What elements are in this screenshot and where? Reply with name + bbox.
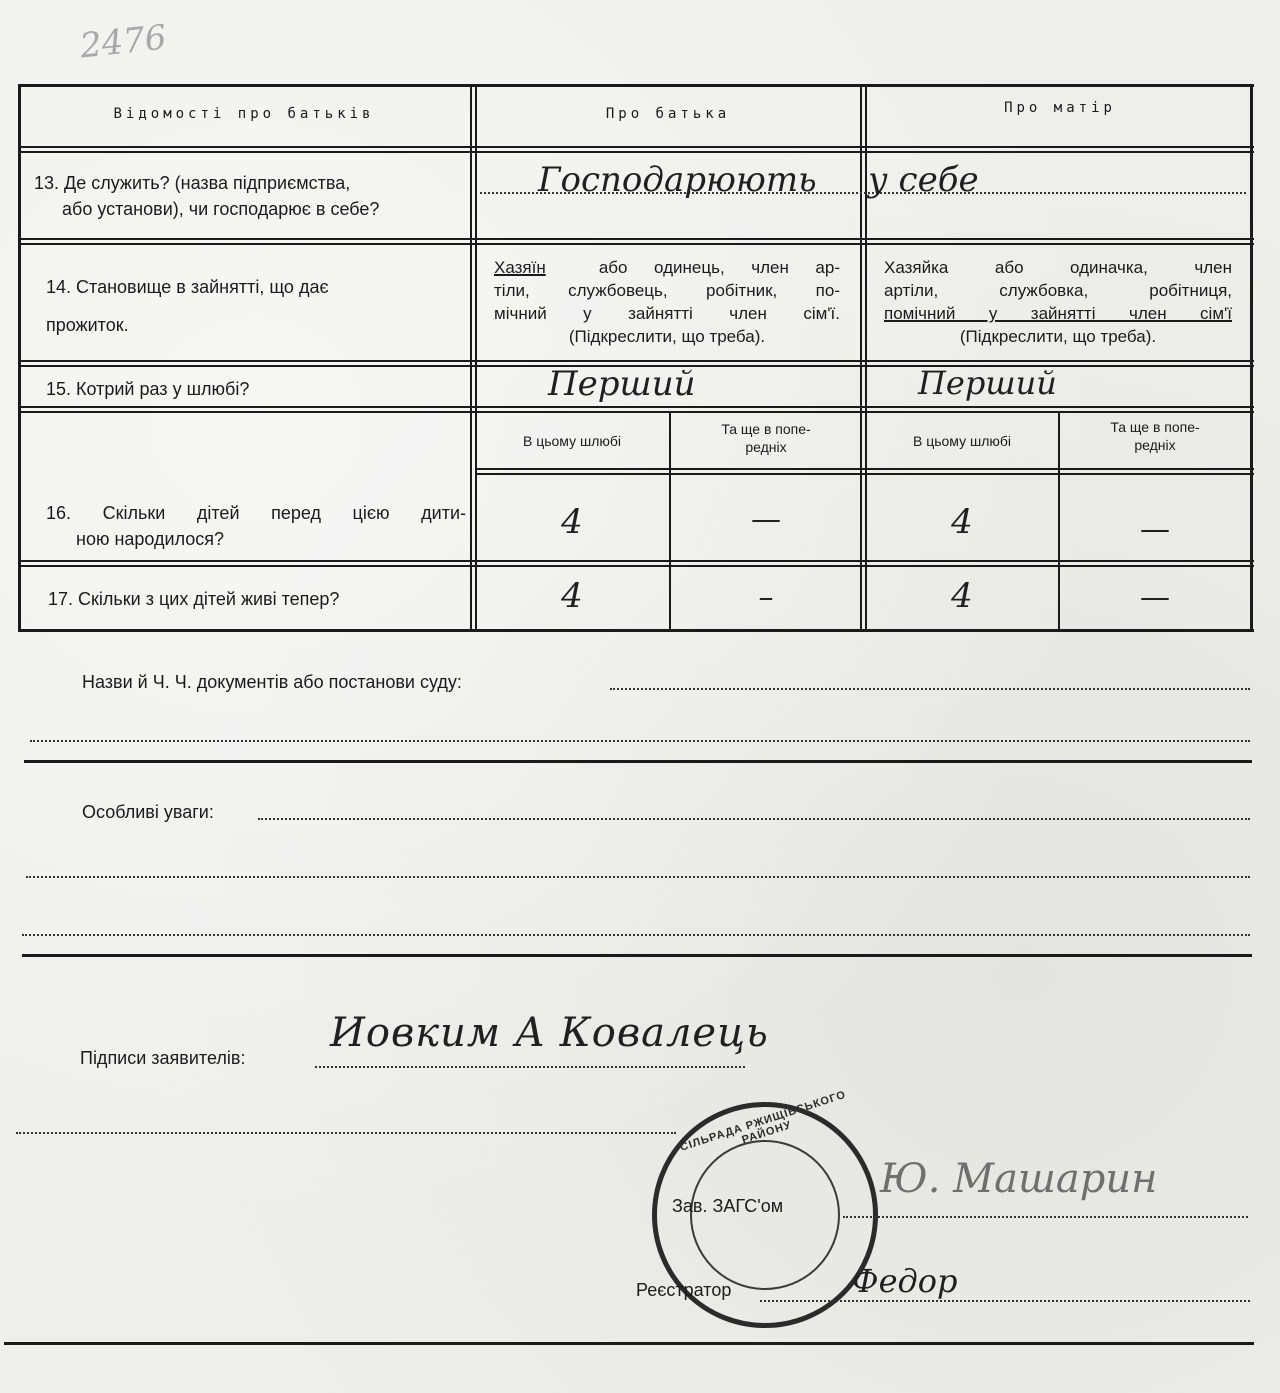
question-16: [46, 500, 466, 552]
question-14-line2: прожиток.: [46, 315, 129, 335]
employment-options-mother: [884, 256, 1232, 348]
father-option-line2: тіли, службовець, робітник, по-: [494, 281, 840, 300]
subheader-father-this-marriage: В цьому шлюбі: [522, 433, 622, 449]
answer-15-mother: Перший: [918, 364, 1057, 402]
mother-option-line2: артіли, службовка, робітниця,: [884, 281, 1232, 300]
father-option-line3: мічний у зайнятті член сім'ї.: [494, 304, 840, 323]
header-parents-info: Відомості про батьків: [113, 106, 375, 122]
subheader-mother-this-marriage: В цьому шлюбі: [912, 433, 1012, 449]
children-born-mother-this: 4: [951, 502, 973, 542]
subheader-mother-previous: [1060, 418, 1250, 454]
children-alive-father-previous: –: [758, 580, 774, 615]
head-of-registry-label: Зав. ЗАГС'ом: [672, 1196, 784, 1216]
father-option-line1: [494, 256, 840, 279]
children-alive-father-this: 4: [561, 576, 583, 616]
registrar-signature: Федор: [852, 1262, 958, 1300]
section-divider: [22, 954, 1252, 957]
pencil-archive-number: 2476: [78, 17, 169, 67]
children-born-father-this: 4: [561, 502, 583, 542]
head-signature: Ю. Машарин: [880, 1156, 1158, 1202]
section-divider: [24, 760, 1252, 763]
documents-label: Назви й Ч. Ч. документів або постанови суду:: [82, 672, 462, 692]
question-15: 15. Котрий раз у шлюбі?: [46, 379, 250, 399]
signatures-label: Підписи заявителів:: [80, 1048, 246, 1068]
applicant-signature: Иовким А Ковалець: [330, 1010, 769, 1056]
stamp-text: СІЛЬРАДА РЖИЩІВСЬКОГО РАЙОНУ: [678, 1088, 848, 1154]
remarks-field-line2[interactable]: [26, 876, 1250, 878]
remarks-field-line3[interactable]: [22, 934, 1250, 936]
documents-field-line2[interactable]: [30, 740, 1250, 742]
children-born-mother-previous: —: [1140, 512, 1170, 547]
question-16-line1: 16. Скільки дітей перед цією дити-: [46, 503, 466, 523]
signatures-field[interactable]: [315, 1066, 745, 1068]
father-underlined-option[interactable]: Хазяїн: [494, 258, 546, 277]
children-alive-mother-previous: —: [1140, 580, 1170, 615]
subheader-father-previous: [671, 420, 861, 456]
header-mother: Про матір: [1004, 100, 1116, 116]
remarks-label: Особливі уваги:: [82, 802, 214, 822]
subheader-father-previous-line1: Та ще в попе-: [721, 421, 811, 437]
subheader-mother-previous-line1: Та ще в попе-: [1110, 419, 1200, 435]
signatures-field-line2[interactable]: [16, 1132, 676, 1134]
question-13-line2: або установи), чи господарює в себе?: [62, 199, 380, 219]
mother-underlined-option[interactable]: помічний у зайнятті член сім'ї: [884, 304, 1232, 323]
subheader-father-previous-line2: редніх: [745, 439, 787, 455]
mother-option-hint: (Підкреслити, що треба).: [959, 327, 1157, 346]
answer-15-father: Перший: [548, 364, 696, 404]
question-13-line1: 13. Де служить? (назва підприємства,: [34, 173, 351, 193]
answer-13-father: Господарюють: [538, 160, 817, 200]
bottom-divider: [4, 1342, 1254, 1345]
remarks-field-line1[interactable]: [258, 818, 1250, 820]
parents-info-table: [18, 84, 1254, 632]
header-father: Про батька: [605, 106, 731, 122]
children-born-father-previous: —: [751, 502, 781, 537]
father-option-rest: або одинець, член ар-: [572, 258, 840, 277]
children-alive-mother-this: 4: [951, 576, 973, 616]
father-option-hint: (Підкреслити, що треба).: [568, 327, 766, 346]
question-16-line2: ною народилося?: [76, 529, 225, 549]
registrar-signature-field[interactable]: [760, 1300, 1250, 1302]
question-14: [46, 274, 466, 338]
question-17: 17. Скільки з цих дітей живі тепер?: [48, 589, 340, 609]
documents-field-line1[interactable]: [610, 688, 1250, 690]
answer-13-mother: у себе: [868, 160, 979, 200]
registrar-label: Реєстратор: [636, 1280, 732, 1300]
mother-option-line1: Хазяйка або одиначка, член: [884, 258, 1232, 277]
employment-options-father: [494, 256, 840, 348]
head-signature-field[interactable]: [843, 1216, 1248, 1218]
question-13: [34, 170, 474, 222]
subheader-mother-previous-line2: редніх: [1134, 437, 1176, 453]
question-14-line1: 14. Становище в зайнятті, що дає: [46, 277, 329, 297]
